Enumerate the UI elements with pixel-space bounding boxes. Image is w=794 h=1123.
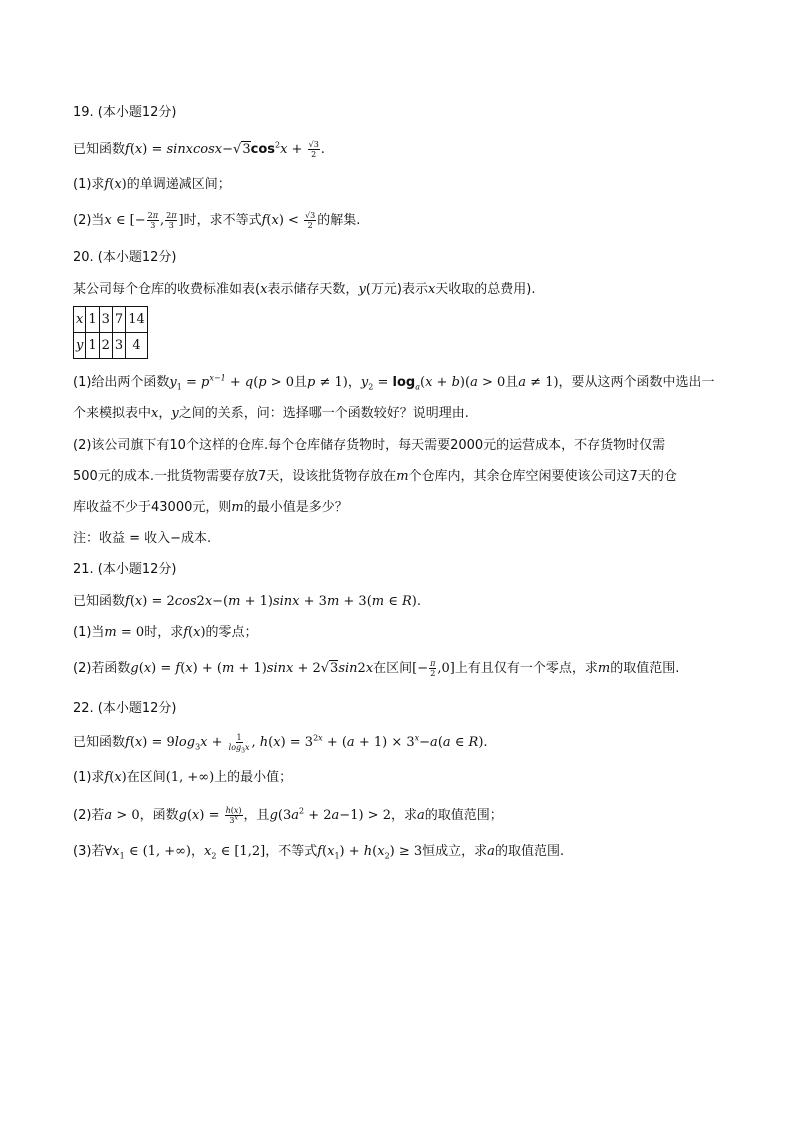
q22-part3: (3)若$\forall x_1$ ∈ (1, +∞)，$x_2$ ∈ [1,2]，不等式$f(x_1) + h(x_2) \ge 3$恒成立，求a的取值范围.	[73, 844, 565, 861]
table-cell: 3	[99, 307, 112, 333]
q21-stem: 已知函数f(x) = 2cos2x−(m + 1)sinx + 3m + 3(m ∈ R).	[73, 594, 421, 609]
q20-stem: 某公司每个仓库的收费标准如表(x表示储存天数，y(万元)表示x天收取的总费用).	[73, 282, 536, 297]
q22-part1: (1)求f(x)在区间(1, +∞)上的最小值；	[73, 770, 293, 785]
table-cell: 1	[86, 333, 99, 359]
q22-header: 22. (本小题12分)	[73, 701, 177, 716]
table-cell: x	[74, 307, 86, 333]
q22-stem: 已知函数$f(x) = 9\log_3x$ + $\frac{1}{\log_3x}$ , $h(x) = 3^{2x} + (a + 1) \times 3^x-a(a$ ∈ R).	[73, 733, 488, 755]
table-cell: 4	[126, 333, 148, 359]
table-cell: 1	[86, 307, 99, 333]
q20-part2-line1: (2)该公司旗下有10个这样的仓库.每个仓库储存货物时，每天需要2000元的运营成本，不存货物时仅需	[73, 438, 666, 453]
table-cell: 7	[112, 307, 125, 333]
q20-part1: (1)给出两个函数$y_1 = p^{x-1} + q(p > 0$且p ≠ 1)，$y_2 = \log_a(x + b)(a > 0$且a ≠ 1)，要从这两个函数中选出一	[73, 373, 715, 392]
q21-header: 21. (本小题12分)	[73, 562, 177, 577]
table-cell: y	[74, 333, 86, 359]
table-row	[74, 307, 148, 333]
table-cell: 2	[99, 333, 112, 359]
q21-part1: (1)当m = 0时，求f(x)的零点；	[73, 625, 258, 640]
q21-part2: (2)若函数g(x) = f(x) + (m + 1)sinx + 2√3sin2x在区间[− $\frac{\pi}{2}$ ,0]上有且仅有一个零点，求m的取值范围.	[73, 659, 680, 678]
q19-header: 19. (本小题12分)	[73, 105, 177, 120]
q20-header: 20. (本小题12分)	[73, 250, 177, 265]
q20-part2-line3: 库收益不少于43000元，则m的最小值是多少？	[73, 500, 348, 515]
table-row	[74, 333, 148, 359]
q22-part2: (2)若a > 0，函数g(x) = $\frac{h(x)}{3^x}$ ，且$g(3a^2 + 2a-1) > 2$，求a的取值范围；	[73, 806, 503, 825]
q19-stem: 已知函数$f(x) = sinxcosx-√3\cos^2x$ + $\frac{√3}{2}$ .	[73, 140, 325, 159]
table-cell: 3	[112, 333, 125, 359]
q20-part1-line2: 个来模拟表中x，y之间的关系，问：选择哪一个函数较好？说明理由.	[73, 406, 469, 421]
q20-part2-line2: 500元的成本.一批货物需要存放7天，设该批货物存放在m个仓库内，其余仓库空闲要使该公司这7天的仓	[73, 469, 677, 484]
q19-part1: (1)求f(x)的单调递减区间；	[73, 177, 231, 192]
q20-note: 注：收益 = 收入−成本.	[73, 531, 212, 546]
q20-fee-table	[73, 306, 148, 359]
q19-part2: (2)当x ∈ [− $\frac{2\pi}{3}$ , $\frac{2\pi}{3}$ ]时，求不等式f(x) < $\frac{√3}{2}$ 的解集.	[73, 211, 361, 230]
table-cell: 14	[126, 307, 148, 333]
